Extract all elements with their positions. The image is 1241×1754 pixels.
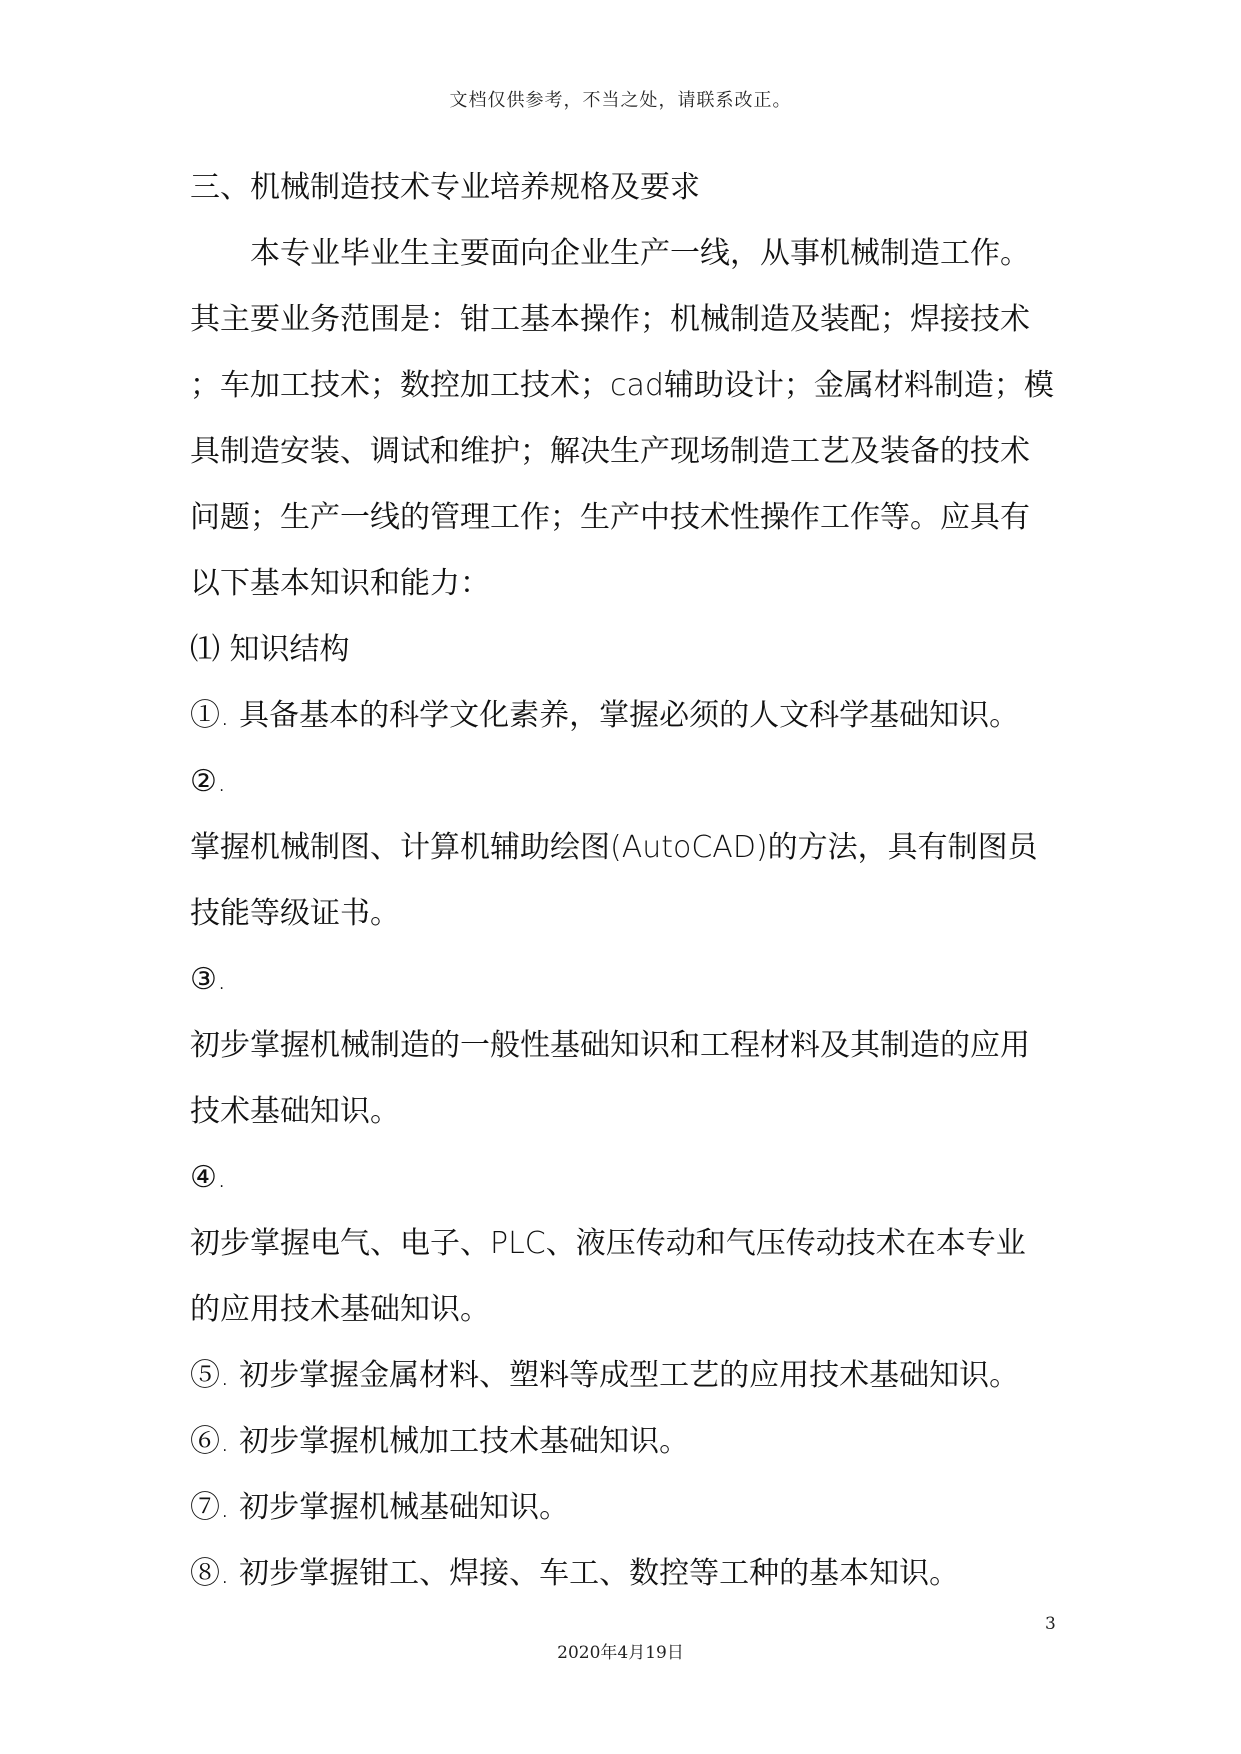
page-footer-date: 2020年4月19日 (557, 1643, 684, 1663)
list-item: ⑧. 初步掌握钳工、焊接、车工、数控等工种的基本知识。 (190, 1556, 960, 1591)
list-item: ⑥. 初步掌握机械加工技术基础知识。 (190, 1424, 690, 1459)
list-item: ①. 具备基本的科学文化素养，掌握必须的人文科学基础知识。 (190, 698, 1020, 733)
document-body (190, 155, 1070, 1607)
paragraph-line: 本专业毕业生主要面向企业生产一线，从事机械制造工作。 (250, 236, 1030, 271)
paragraph-line: 问题；生产一线的管理工作；生产中技术性操作工作等。应具有 (190, 500, 1030, 535)
list-item-continuation: 的应用技术基础知识。 (190, 1292, 490, 1327)
list-item: 初步掌握机械制造的一般性基础知识和工程材料及其制造的应用 (190, 1028, 1030, 1063)
page-header-note: 文档仅供参考，不当之处，请联系改正。 (449, 90, 792, 111)
paragraph-line: 以下基本知识和能力： (190, 566, 490, 601)
paragraph-line: 具制造安装、调试和维护；解决生产现场制造工艺及装备的技术 (190, 434, 1030, 469)
list-item-continuation: 技能等级证书。 (190, 896, 400, 931)
list-item-continuation: 技术基础知识。 (190, 1094, 400, 1129)
list-item: ⑤. 初步掌握金属材料、塑料等成型工艺的应用技术基础知识。 (190, 1358, 1020, 1393)
list-item: 初步掌握电气、电子、PLC、液压传动和气压传动技术在本专业 (190, 1226, 1026, 1261)
paragraph-line: 其主要业务范围是：钳工基本操作；机械制造及装配；焊接技术 (190, 302, 1030, 337)
list-item: ⑦. 初步掌握机械基础知识。 (190, 1490, 570, 1525)
page-number: 3 (1045, 1614, 1056, 1634)
section-heading: 三、机械制造技术专业培养规格及要求 (190, 170, 700, 205)
list-item-marker: ②. (190, 764, 227, 799)
subsection-heading: ⑴ 知识结构 (190, 632, 350, 667)
list-item-marker: ③. (190, 962, 227, 997)
list-item: 掌握机械制图、计算机辅助绘图(AutoCAD)的方法，具有制图员 (190, 830, 1038, 865)
paragraph-line: ；车加工技术；数控加工技术；cad辅助设计；金属材料制造；模 (190, 368, 1054, 403)
list-item-marker: ④. (190, 1160, 227, 1195)
